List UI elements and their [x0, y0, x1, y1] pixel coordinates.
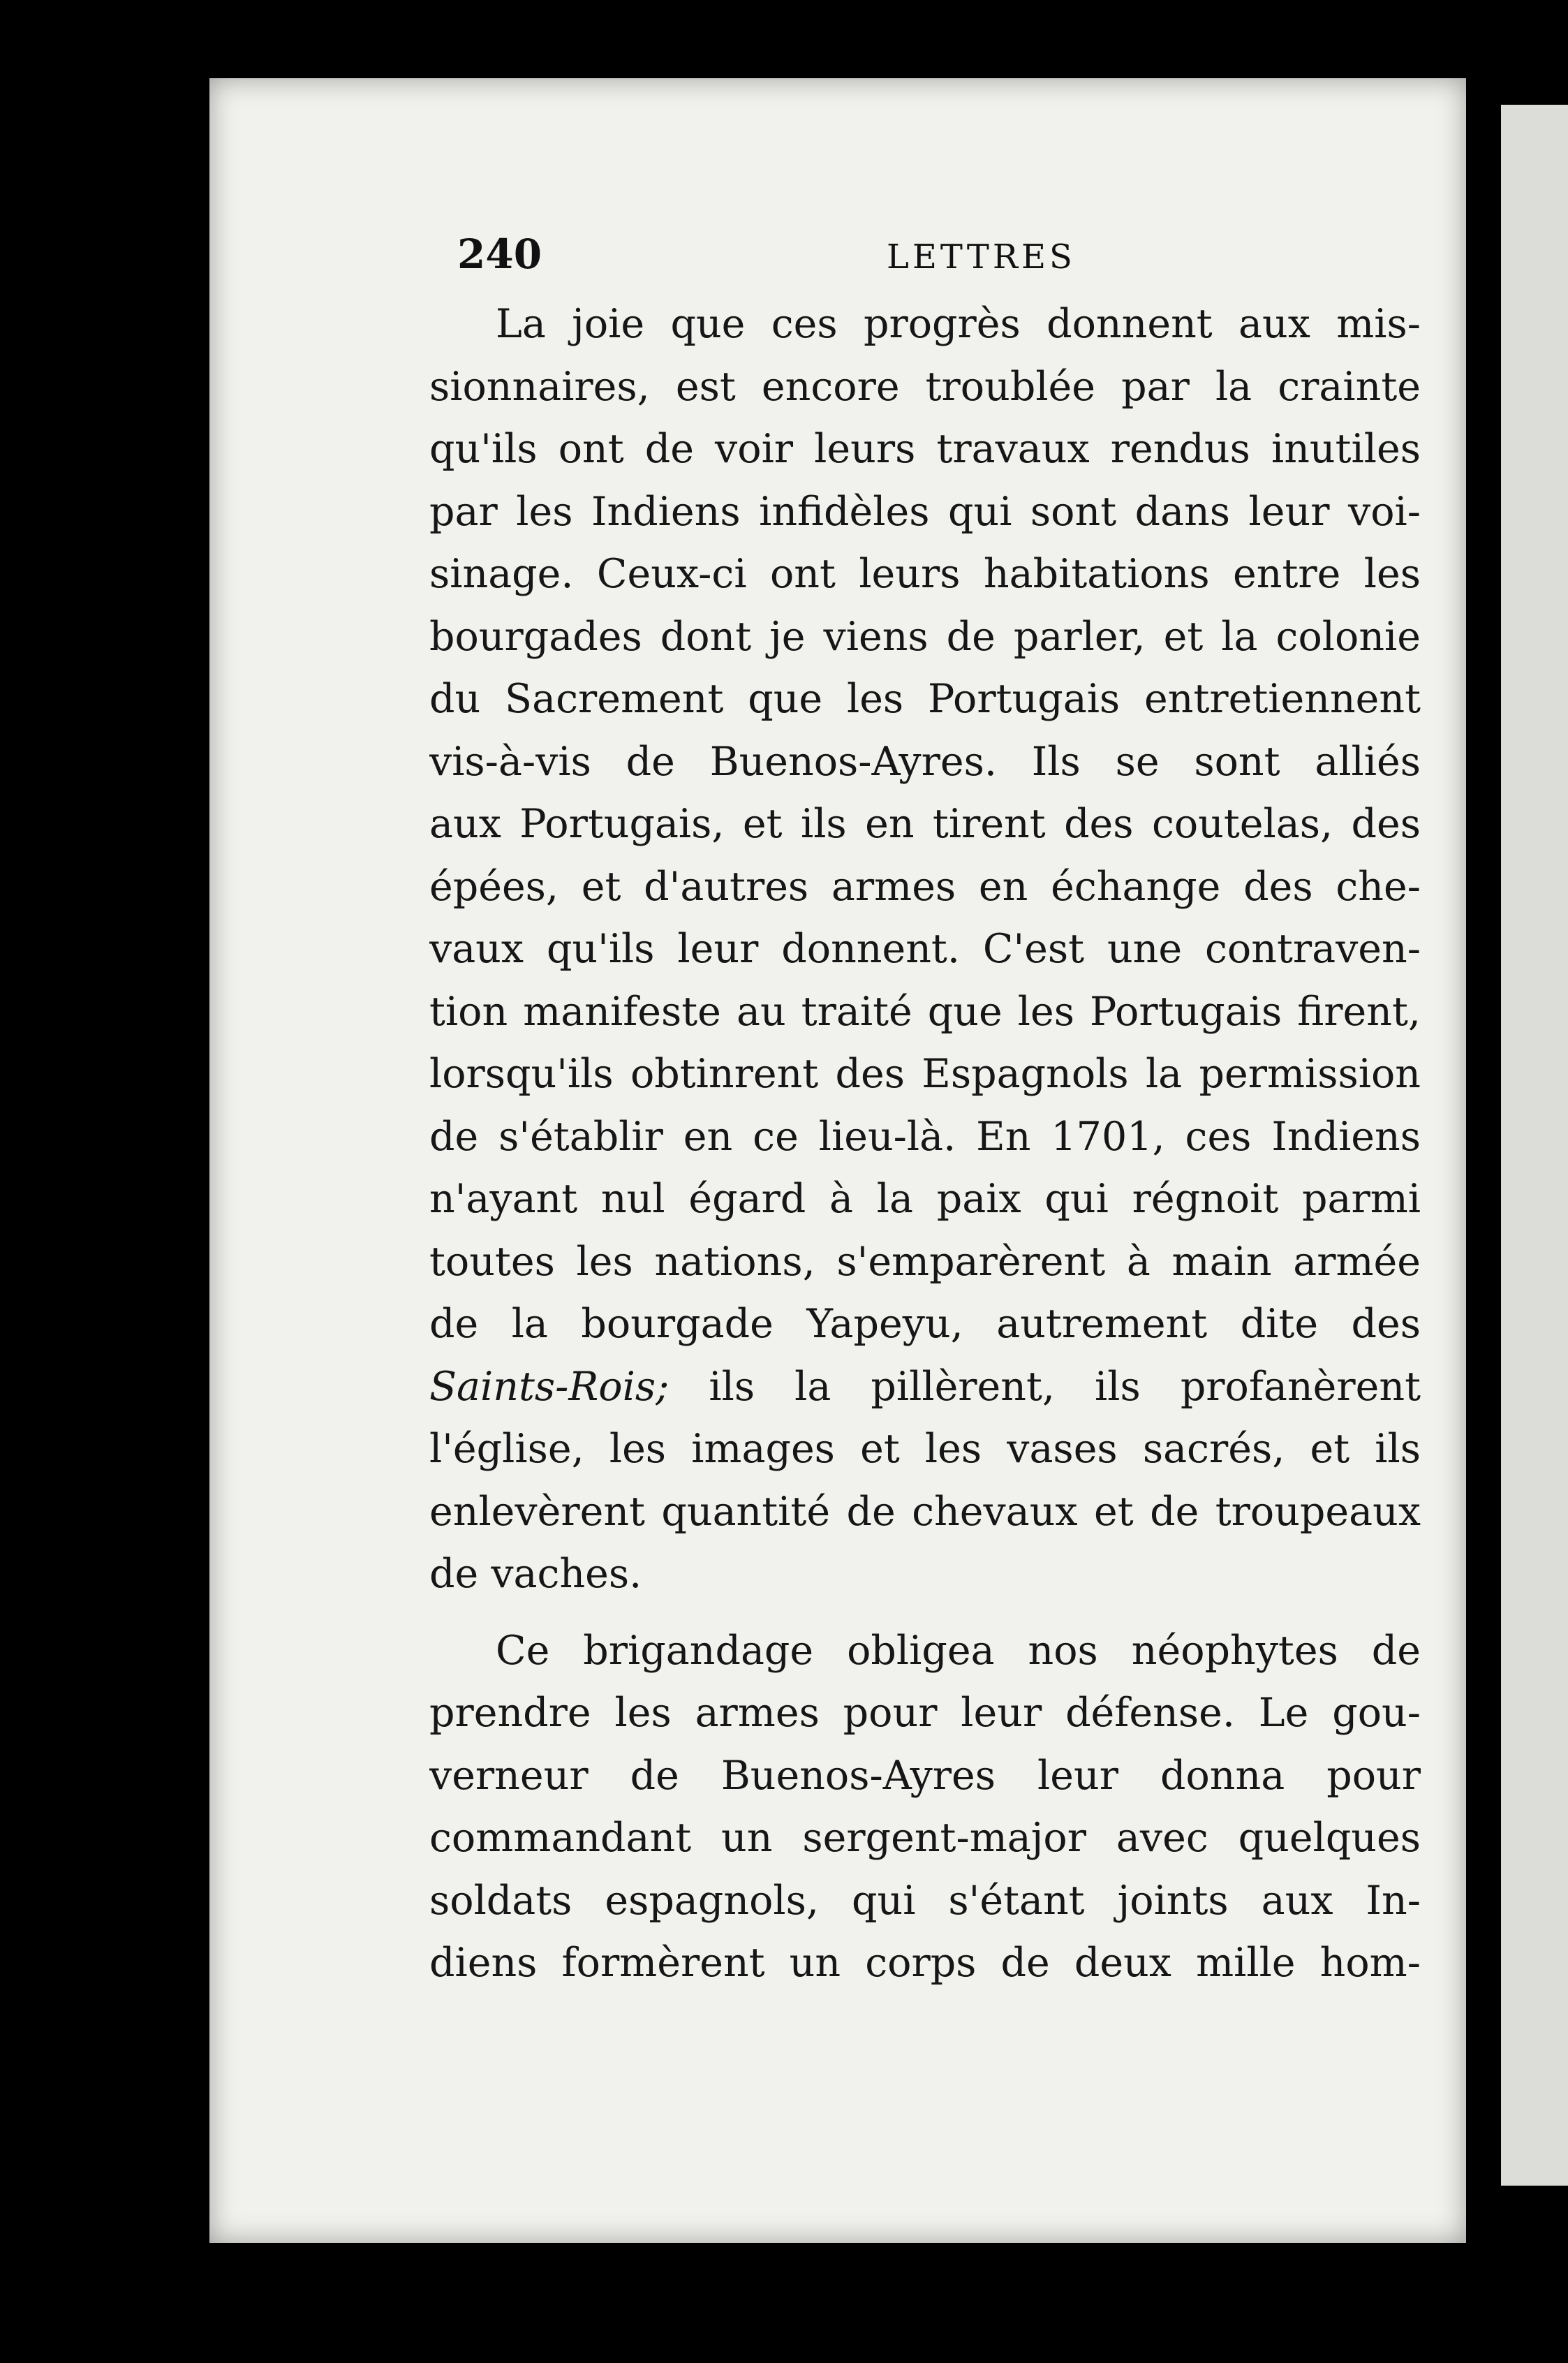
text-line: l'église, les images et les vases sacrés, et ils [429, 1426, 1421, 1472]
text-line: vis-à-vis de Buenos-Ayres. Ils se sont alliés [429, 738, 1421, 785]
running-title: LETTRES [887, 237, 1076, 277]
text-line: prendre les armes pour leur défense. Le gou- [429, 1690, 1421, 1736]
text-line: par les Indiens infidèles qui sont dans leur voi- [429, 488, 1421, 535]
text-line: soldats espagnols, qui s'étant joints aux In- [429, 1877, 1421, 1924]
text-line: bourgades dont je viens de parler, et la colonie [429, 613, 1421, 660]
text-line: qu'ils ont de voir leurs travaux rendus inutiles [429, 426, 1421, 472]
text-line: de la bourgade Yapeyu, autrement dite des [429, 1301, 1421, 1347]
text-line: verneur de Buenos-Ayres leur donna pour [429, 1752, 1421, 1799]
facing-page-edge [1501, 105, 1568, 2186]
text-line: sionnaires, est encore troublée par la crainte [429, 363, 1421, 410]
body-text [429, 293, 1421, 1995]
page-number: 240 [457, 230, 542, 278]
text-run: ils la pillèrent, ils profanèrent [669, 1363, 1421, 1410]
text-line: La joie que ces progrès donnent aux mis- [496, 301, 1421, 347]
paragraph-gap [429, 1606, 1421, 1620]
text-line: sinage. Ceux-ci ont leurs habitations entre les [429, 551, 1421, 597]
paragraph-1 [429, 293, 1421, 1606]
text-line: toutes les nations, s'emparèrent à main armée [429, 1238, 1421, 1285]
text-line: Ce brigandage obligea nos néophytes de [496, 1627, 1421, 1674]
text-line: aux Portugais, et ils en tirent des coutelas, des [429, 801, 1421, 847]
text-line: tion manifeste au traité que les Portugais firent, [429, 988, 1421, 1035]
text-line: n'ayant nul égard à la paix qui régnoit parmi [429, 1176, 1421, 1222]
text-line: vaux qu'ils leur donnent. C'est une contraven- [429, 926, 1421, 972]
text-line: commandant un sergent-major avec quelques [429, 1815, 1421, 1861]
page-header [457, 230, 1421, 286]
text-line: de vaches. [429, 1551, 642, 1597]
paragraph-2 [429, 1620, 1421, 1995]
text-line: de s'établir en ce lieu-là. En 1701, ces Indiens [429, 1113, 1421, 1160]
text-line: épées, et d'autres armes en échange des che- [429, 863, 1421, 910]
text-line: du Sacrement que les Portugais entretiennent [429, 676, 1421, 722]
text-line [429, 1356, 1421, 1419]
text-line: lorsqu'ils obtinrent des Espagnols la permission [429, 1051, 1421, 1097]
text-line: enlevèrent quantité de chevaux et de troupeaux [429, 1488, 1421, 1535]
text-line: diens formèrent un corps de deux mille hom- [429, 1940, 1421, 1986]
italic-place-name: Saints-Rois; [429, 1363, 670, 1410]
